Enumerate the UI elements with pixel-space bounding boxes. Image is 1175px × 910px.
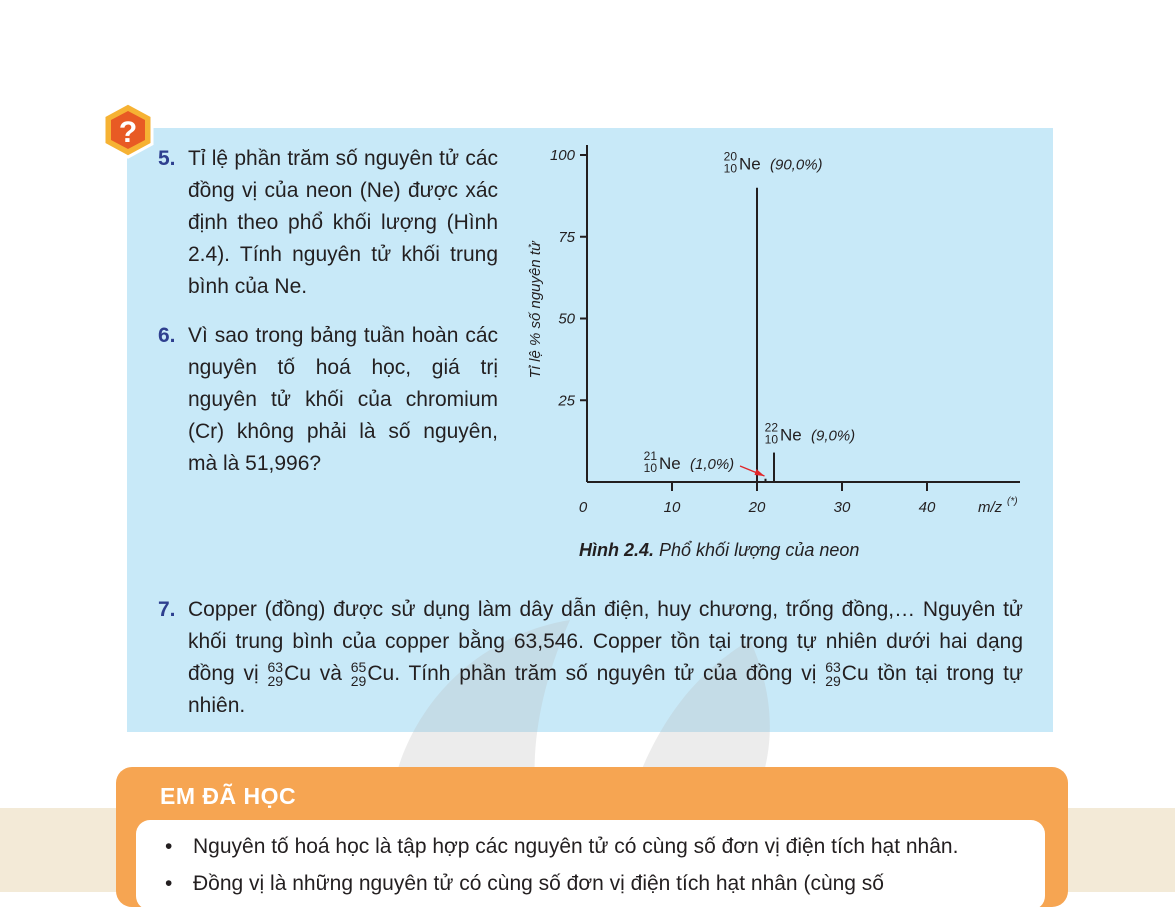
peak-label-mass: 20	[723, 149, 737, 164]
isotope-z: 29	[825, 673, 841, 690]
mass-spectrum-chart	[520, 135, 1040, 535]
isotope-symbol: Cu	[841, 662, 869, 685]
question-mark-icon	[100, 100, 156, 160]
question-7-text-part2: và	[310, 662, 351, 685]
question-5-number: 5.	[158, 147, 176, 170]
isotope-cu63-notation	[268, 660, 284, 688]
isotope-z: 29	[350, 673, 367, 690]
x-axis-label: m/z	[978, 499, 1003, 516]
svg-text:?: ?	[118, 116, 138, 149]
summary-bullet-1: • Nguyên tố hoá học là tập hợp các nguyên tử có cùng số đơn vị điện tích hạt nhân.	[193, 833, 1023, 861]
question-7-text-part3: . Tính phần trăm số nguyên tử của đồng vị	[394, 662, 826, 685]
peak-label-mass: 22	[764, 420, 778, 435]
peak-label-percent: (9,0%)	[811, 427, 856, 445]
peak-label-percent: (90,0%)	[770, 156, 823, 174]
peak-label-percent: (1,0%)	[690, 456, 735, 473]
peak-label-symbol: Ne	[659, 454, 681, 473]
question-6-number: 6.	[158, 324, 176, 347]
summary-title: EM ĐÃ HỌC	[160, 783, 297, 809]
question-5	[158, 143, 498, 303]
x-tick-label: 40	[918, 499, 936, 516]
y-tick-label: 75	[558, 228, 575, 246]
x-tick-label: 20	[748, 499, 766, 516]
question-6-text: Vì sao trong bảng tuần hoàn các nguyên tố hoá học, giá trị nguyên tử khối của chromium (Cr) không phải là số nguyên, mà là 51,996?	[188, 324, 498, 475]
question-5-text: Tỉ lệ phần trăm số nguyên tử các đồng vị của neon (Ne) được xác định theo phổ khối lượng (Hình 2.4). Tính nguyên tử khối trung bình của Ne.	[188, 147, 498, 298]
figure-caption	[579, 540, 859, 561]
isotope-mass: 63	[267, 659, 284, 676]
caption-text: Phổ khối lượng của neon	[654, 540, 860, 560]
isotope-mass: 65	[350, 659, 367, 676]
isotope-symbol: Cu	[367, 662, 395, 685]
question-7	[158, 594, 1024, 722]
y-axis-label: Tỉ lệ % số nguyên tử	[527, 241, 544, 379]
peak-label-z: 10	[643, 461, 657, 475]
isotope-z: 29	[267, 673, 284, 690]
summary-bullet-2: • Đồng vị là những nguyên tử có cùng số đơn vị điện tích hạt nhân (cùng số	[193, 870, 1023, 898]
peak-label-z: 10	[723, 161, 737, 176]
caption-label: Hình 2.4.	[579, 540, 655, 560]
question-6	[158, 320, 498, 480]
question-7-number: 7.	[158, 598, 176, 621]
y-tick-label: 25	[558, 392, 575, 410]
y-tick-label: 50	[558, 310, 575, 328]
peak-label-z: 10	[764, 432, 778, 447]
question-7-text-part4: tồn tại trong tự nhiên.	[188, 662, 1024, 717]
y-tick-label: 100	[549, 147, 575, 164]
x-tick-label: 0	[578, 499, 588, 516]
x-tick-label: 10	[663, 499, 681, 516]
peak-label-symbol: Ne	[780, 425, 802, 445]
x-tick-label: 30	[833, 499, 851, 516]
x-axis-label-superscript: (*)	[1007, 496, 1018, 507]
isotope-mass: 63	[825, 659, 841, 676]
isotope-symbol: Cu	[284, 662, 311, 685]
isotope-cu65-notation	[351, 660, 367, 688]
peak-label-symbol: Ne	[739, 154, 761, 174]
peak-label-mass: 21	[643, 449, 657, 463]
question-7-text-part1: Copper (đồng) được sử dụng làm dây dẫn điện, huy chương, trống đồng,… Nguyên tử khối trung bình của copper bằng 63,546. Copper tồn tại trong tự nhiên dưới hai dạng đồng vị	[188, 598, 1023, 685]
isotope-cu63-notation-2	[825, 660, 841, 688]
